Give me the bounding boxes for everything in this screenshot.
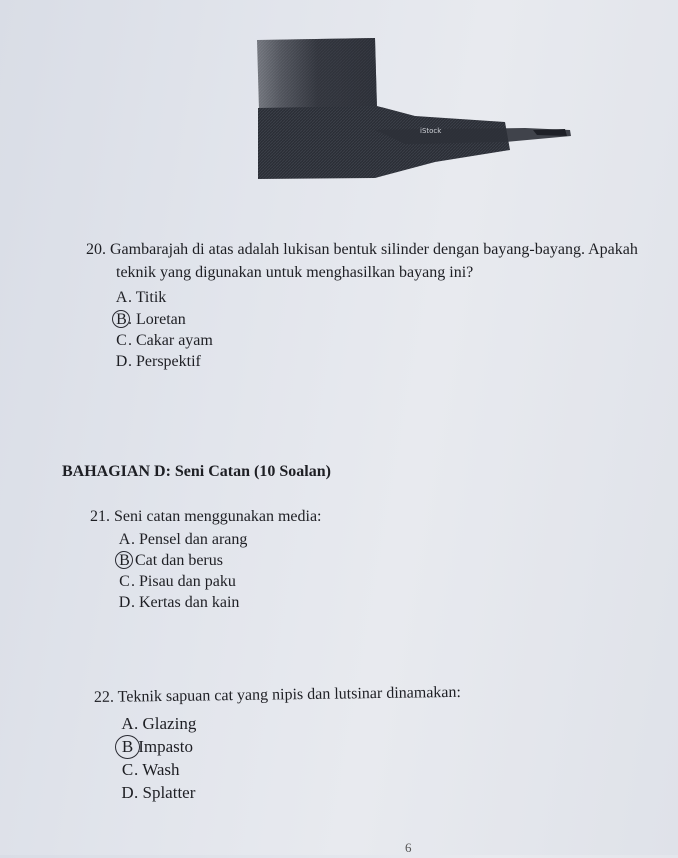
option-letter: C [121,760,134,779]
q22-option-d[interactable] [121,783,195,803]
option-letter: A [115,289,128,306]
question-21-line [90,507,321,527]
q22-option-b[interactable] [121,737,193,757]
page-number: 6 [405,840,412,855]
option-text: . Loretan [128,311,186,328]
q20-option-c[interactable] [115,331,213,351]
option-text: . Pensel dan arang [131,531,248,548]
q21-option-b[interactable] [118,551,223,571]
q21-option-c[interactable] [118,572,236,592]
option-letter: D [118,594,131,611]
q22-option-c[interactable] [121,760,180,780]
cylinder-shadow-figure [255,30,585,185]
question-20-text-2: teknik yang digunakan untuk menghasilkan bayang ini? [116,264,474,281]
question-22-line [94,683,461,708]
option-text: . Perspektif [128,353,201,370]
question-22-text: Teknik sapuan cat yang nipis dan lutsinar dinamakan: [117,683,462,706]
circled-answer-mark: B [119,552,130,569]
question-20-line-1 [86,240,638,260]
option-letter: A [121,714,134,733]
circled-answer-mark: B [116,311,127,328]
q20-option-d[interactable] [115,352,201,372]
question-22-number: 22. [93,688,115,706]
question-20-text-1: Gambarajah di atas adalah lukisan bentuk silinder dengan bayang-bayang. Apakah [110,241,638,258]
circled-answer-mark: B [121,737,134,756]
option-text: . Splatter [134,783,196,802]
option-letter: A [118,531,131,548]
option-text: . Pisau dan paku [131,573,236,590]
question-20-line-2 [116,263,473,283]
option-text: Cat dan berus [131,552,223,569]
q22-option-a[interactable] [121,714,196,734]
question-21-number: 21. [90,508,110,525]
option-text: . Wash [134,760,180,779]
q21-option-a[interactable] [118,530,247,550]
question-20-number: 20. [86,241,106,258]
option-text: . Titik [128,289,167,306]
option-letter: C [119,573,130,590]
q21-option-d[interactable] [118,593,239,613]
option-letter: D [121,783,134,802]
option-text: . Glazing [134,714,197,733]
q20-option-b[interactable] [115,310,186,330]
istock-watermark: iStock [420,127,442,135]
section-d-title: BAHAGIAN D: Seni Catan (10 Soalan) [62,463,331,480]
option-letter: C [116,332,127,349]
q20-option-a[interactable] [115,288,166,308]
option-text: . Cakar ayam [128,332,213,349]
option-text: Impasto [134,737,194,756]
question-21-text: Seni catan menggunakan media: [114,508,322,525]
option-text: . Kertas dan kain [131,594,240,611]
option-letter: D [115,353,128,370]
